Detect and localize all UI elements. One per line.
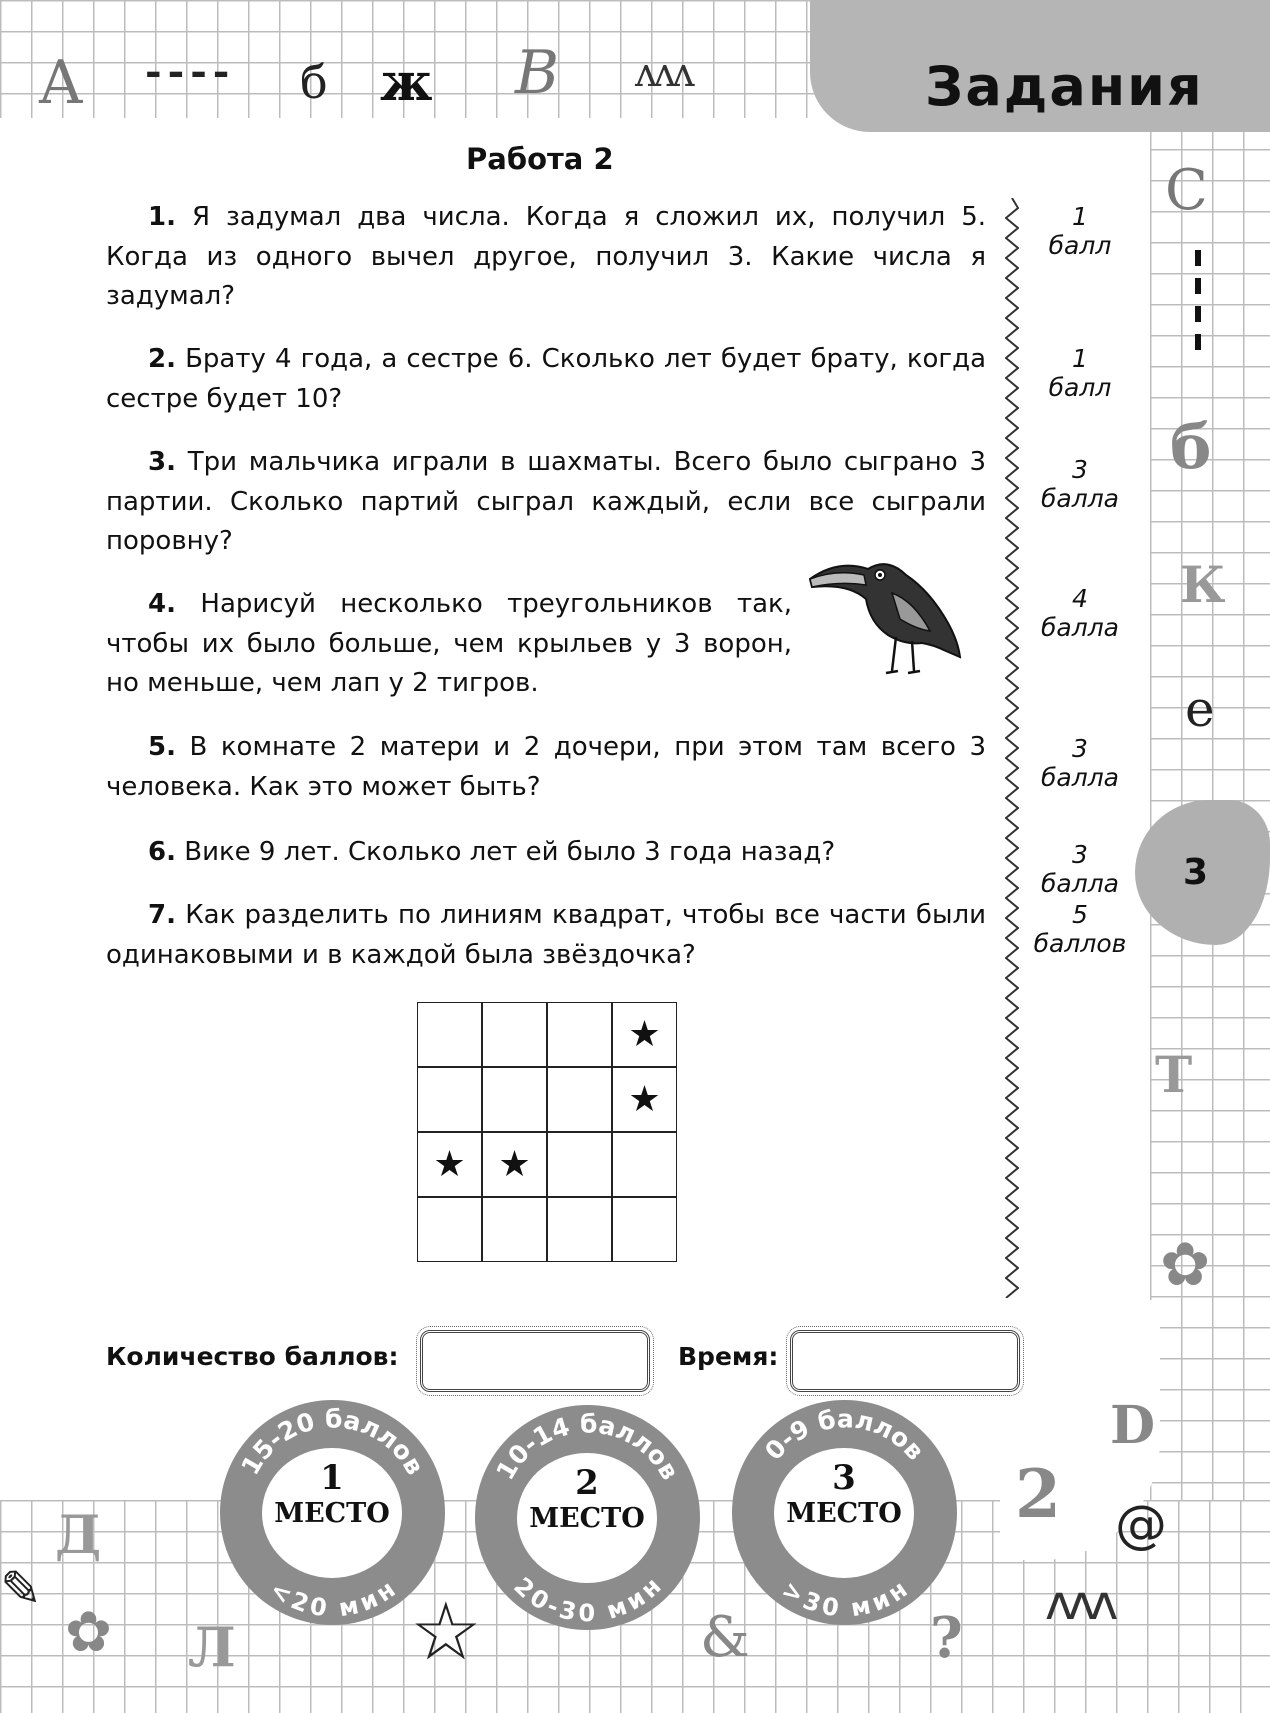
task-2 (106, 340, 986, 419)
deco-letter-v: В (515, 38, 560, 108)
svg-text:>30 мин (777, 1575, 913, 1622)
points-2 (1010, 344, 1150, 402)
points-1 (1010, 202, 1150, 260)
pencil-icon: ✎ (0, 1560, 42, 1618)
task-text: В комнате 2 матери и 2 дочери, при этом там всего 3 человека. Как это может быть? (106, 732, 986, 802)
grid-cell (417, 1197, 482, 1262)
points-4 (1010, 584, 1150, 642)
task-7 (106, 896, 986, 975)
side-letter-k: К (1180, 555, 1226, 614)
task-number: 6. (148, 837, 176, 867)
star-icon: ★ (628, 1014, 661, 1055)
points-unit: балл (1048, 231, 1112, 260)
points-5 (1010, 734, 1150, 792)
deco-letter-l: Л (188, 1615, 236, 1679)
work-title: Работа 2 (466, 142, 614, 176)
points-unit: балла (1040, 869, 1119, 898)
grid-cell (547, 1002, 612, 1067)
star-icon: ★ (433, 1144, 466, 1185)
task-number: 7. (148, 900, 176, 930)
flower-icon: ✿ (65, 1600, 112, 1665)
star-icon: ☆ (410, 1585, 482, 1678)
points-value: 3 (1072, 840, 1088, 869)
side-letter-2: 2 (1015, 1455, 1061, 1533)
deco-letter-a: А (38, 48, 84, 118)
grid-cell (417, 1002, 482, 1067)
task-number: 2. (148, 344, 176, 374)
time-label: Время: (678, 1342, 779, 1371)
grid-cell (612, 1132, 677, 1197)
score-input-box[interactable] (420, 1330, 650, 1392)
badge-time: 20-30 мин (508, 1571, 667, 1628)
side-dashes (1195, 250, 1201, 360)
grid-cell (612, 1067, 677, 1132)
side-letter-s: С (1165, 158, 1208, 223)
badge-center (262, 1448, 402, 1578)
task-text: Брату 4 года, а сестре 6. Сколько лет будет брату, когда сестре будет 10? (106, 344, 987, 414)
points-unit: балла (1040, 484, 1119, 513)
side-letter-e: е (1185, 680, 1215, 738)
task-text: Я задумал два числа. Когда я сложил их, получил 5. Когда из одного вычел другое, получил 3. Какие числа я задумал? (106, 202, 986, 311)
points-value: 1 (1072, 344, 1088, 373)
star-icon: ★ (498, 1144, 531, 1185)
task-6 (106, 833, 986, 873)
points-6 (1010, 840, 1150, 898)
score-label: Количество баллов: (106, 1342, 399, 1371)
place-word: МЕСТО (786, 1498, 902, 1529)
points-value: 1 (1072, 202, 1088, 231)
points-unit: балл (1048, 373, 1112, 402)
task-number: 3. (148, 447, 176, 477)
grid-cell (482, 1197, 547, 1262)
deco-letter-d: Д (55, 1505, 102, 1566)
section-title: Задания (925, 55, 1204, 118)
place-number: 3 (832, 1458, 856, 1498)
white-page (0, 118, 1150, 1500)
points-7 (1010, 900, 1150, 958)
points-value: 3 (1072, 455, 1088, 484)
deco-dotted-wave: ʌʌʌ (635, 50, 691, 96)
page-number: 3 (1183, 852, 1209, 893)
badge-center (774, 1448, 914, 1578)
place-badge-2 (475, 1405, 700, 1630)
place-word: МЕСТО (274, 1498, 390, 1529)
grid-cell (482, 1067, 547, 1132)
place-badge-3 (732, 1400, 957, 1625)
deco-letter-b: б (300, 55, 328, 109)
place-number: 2 (575, 1463, 599, 1503)
task-1 (106, 198, 986, 317)
points-unit: балла (1040, 613, 1119, 642)
side-letter-d: D (1110, 1395, 1156, 1456)
ampersand-icon: & (700, 1605, 750, 1670)
grid-cell (547, 1132, 612, 1197)
side-letter-t: Т (1155, 1045, 1193, 1104)
side-letter-b: б (1170, 410, 1212, 483)
grid-cell (612, 1002, 677, 1067)
badge-range: 0-9 баллов (759, 1404, 930, 1466)
deco-dashes: ---- (145, 48, 236, 95)
dotted-wave-bottom: ʌʌʌ (1045, 1575, 1113, 1631)
spiral-icon: @ (1115, 1495, 1167, 1555)
task-4 (106, 585, 792, 704)
star-icon: ★ (628, 1079, 661, 1120)
section-title-tab (810, 0, 1270, 132)
task-number: 5. (148, 732, 176, 762)
flower-icon: ✿ (1160, 1230, 1211, 1300)
grid-cell (547, 1197, 612, 1262)
badge-time: >30 мин (776, 1575, 913, 1623)
deco-question: ? (930, 1605, 963, 1671)
svg-text:<20 мин (265, 1575, 401, 1622)
grid-cell (612, 1197, 677, 1262)
badge-time: <20 мин (264, 1575, 401, 1623)
grid-cell (547, 1067, 612, 1132)
task-text: Вике 9 лет. Сколько лет ей было 3 года назад? (184, 837, 836, 867)
points-value: 3 (1072, 734, 1088, 763)
points-unit: балла (1040, 763, 1119, 792)
points-value: 5 (1072, 900, 1088, 929)
grid-cell (417, 1132, 482, 1197)
badge-range: 10-14 баллов (490, 1409, 685, 1485)
place-word: МЕСТО (529, 1503, 645, 1534)
grid-cell (482, 1132, 547, 1197)
task-5 (106, 728, 986, 807)
crow-illustration (808, 553, 968, 688)
grid-cell (417, 1067, 482, 1132)
task-number: 1. (148, 202, 176, 232)
task-text: Три мальчика играли в шахматы. Всего было сыграно 3 партии. Сколько партий сыграл каждый, если все сыграли поровну? (106, 447, 987, 556)
badge-range: 15-20 баллов (235, 1404, 430, 1480)
deco-letter-zh: ж (380, 52, 433, 113)
badge-center (517, 1453, 657, 1583)
points-unit: баллов (1033, 929, 1127, 958)
time-input-box[interactable] (790, 1330, 1020, 1392)
place-number: 1 (320, 1458, 344, 1498)
task-3 (106, 443, 986, 562)
grid-cell (482, 1002, 547, 1067)
star-grid-puzzle (417, 1002, 678, 1263)
task-text: Нарисуй несколько треугольников так, чтобы их было больше, чем крыльев у 3 ворон, но меньше, чем лап у 2 тигров. (106, 589, 792, 698)
task-number: 4. (148, 589, 176, 619)
task-text: Как разделить по линиям квадрат, чтобы все части были одинаковыми и в каждой была звёздочка? (106, 900, 987, 970)
points-value: 4 (1072, 584, 1088, 613)
points-3 (1010, 455, 1150, 513)
